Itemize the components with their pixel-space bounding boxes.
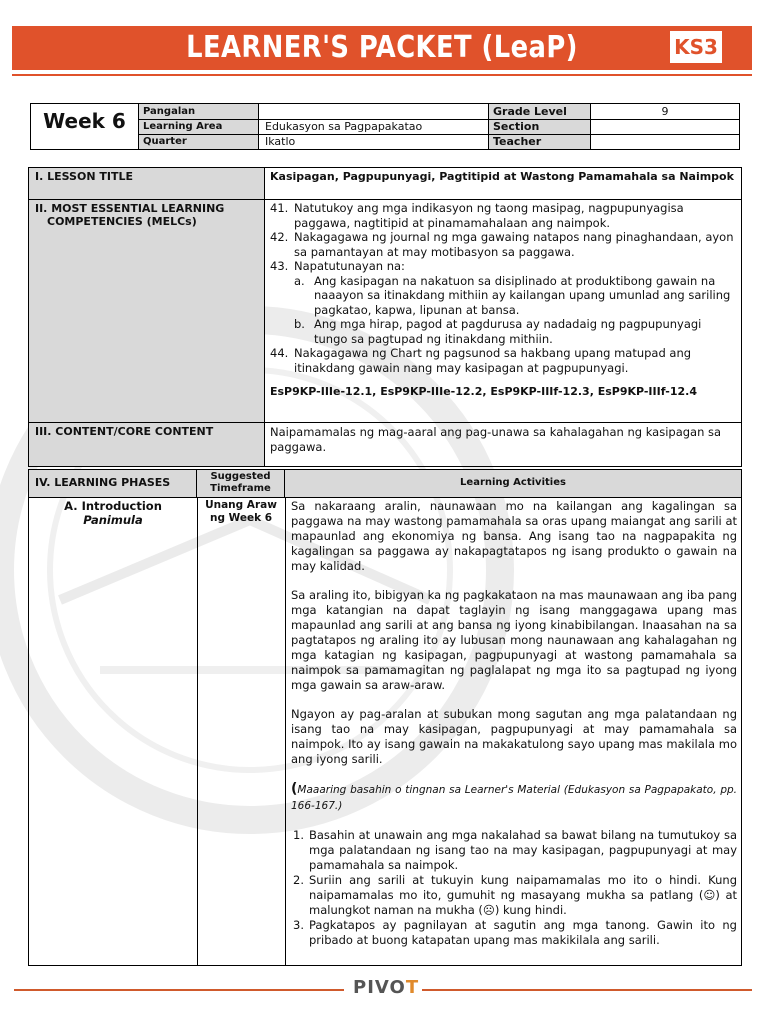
grade-level-label: Grade Level	[489, 104, 591, 119]
lesson-title-label: I. LESSON TITLE	[29, 168, 265, 199]
teacher-label: Teacher	[489, 134, 591, 149]
grade-level-value: 9	[661, 105, 669, 118]
list-item: 43. Napatutunayan na:	[270, 259, 405, 273]
activity-paragraph: Sa araling ito, bibigyan ka ng pagkakataon na mas maunawaan ang iba pang mga katangian na dapat taglayin ng isang manggagawa upang mas mapaunlad ang sarili at ang bansa ng iyong kinabibilangan. Inaasahan na sa pagtatapos ng araling ito ay lubusan mong naunawaan ang kahalagahan ng mga katagian ng kasipagan, pagpupunyagi at wastong pamamahala sa naimpok sa pamamagitan ng paglalapat ng mga ito sa pagtupad ng iyong mga gawain sa araw-araw.	[291, 588, 737, 692]
list-item: 3. Pagkatapos ay pagnilayan at sagutin ang mga tanong. Gawin ito ng pribado at buong katapatan upang mas makikilala ang sarili.	[293, 918, 737, 947]
melc-label-line2: COMPETENCIES (MELCs)	[47, 215, 197, 228]
melc-label-cell	[29, 200, 265, 422]
learning-area-label: Learning Area	[139, 119, 259, 134]
quarter-value: Ikatlo	[259, 134, 489, 149]
banner-underline	[12, 74, 752, 76]
reference-note: (Maaaring basahin o tingnan sa Learner's Material (Edukasyon sa Pagpapakato, pp. 166-167.)	[291, 781, 737, 812]
quarter-label: Quarter	[139, 134, 259, 149]
competency-codes: EsP9KP-IIIe-12.1, EsP9KP-IIIe-12.2, EsP9KP-IIIf-12.3, EsP9KP-IIIf-12.4	[270, 385, 698, 398]
phase-subtitle: Panimula	[83, 513, 143, 527]
lesson-table	[28, 167, 742, 467]
list-item: 1. Basahin at unawain ang mga nakalahad sa bawat bilang na tumutukoy sa mga palatandaan ng isang tao na may kasipagan, pagpupunyagi at may pamamahala sa naimpok.	[293, 828, 737, 872]
teacher-field[interactable]	[591, 134, 739, 149]
content-value: Naipamamalas ng mag-aaral ang pag-unawa sa kahalagahan ng kasipagan sa paggawa.	[270, 425, 722, 454]
row-divider	[139, 134, 739, 135]
phase-title: A. Introduction	[64, 499, 162, 513]
phase-introduction	[29, 499, 197, 527]
melc-label-line1: II. MOST ESSENTIAL LEARNING	[35, 202, 225, 215]
pivot-logo: PIVOT	[353, 977, 420, 998]
activities-column-header: Learning Activities	[285, 470, 741, 497]
phase-column-header: IV. LEARNING PHASES	[29, 470, 197, 497]
list-item: 2. Suriin ang sarili at tukuyin kung naipamamalas mo ito o hindi. Kung naipamamalas mo ito, gumuhit ng masayang mukha sa patlang (☺) at malungkot naman na mukha (☹) kung hindi.	[293, 873, 737, 917]
row-divider	[139, 119, 739, 120]
list-item: 44. Nakagagawa ng Chart ng pagsunod sa hakbang upang matupad ang itinakdang gawain nang may kasipagan at pagpupunyagi.	[270, 346, 692, 375]
name-field[interactable]	[259, 104, 489, 119]
learning-phases-table	[28, 469, 742, 966]
activity-paragraph: Ngayon ay pag-aralan at subukan mong sagutan ang mga palatandaan ng isang tao na may kasipagan, pagpupunyagi at may pamamahala sa naimpok. Ito ay isang gawain na makakatulong sayo upang mas makilala mo ang iyong sarili.	[291, 707, 737, 766]
header-divider	[29, 497, 741, 498]
lesson-title-value: Kasipagan, Pagpupunyagi, Pagtitipid at Wastong Pamamahala sa Naimpok	[270, 170, 734, 183]
footer-line-right	[422, 989, 752, 991]
section-field[interactable]	[591, 119, 739, 134]
timeframe-column-header: Suggested Timeframe	[197, 470, 285, 497]
name-label: Pangalan	[139, 104, 259, 119]
learning-area-value: Edukasyon sa Pagpapakatao	[259, 119, 489, 134]
ks3-badge: KS3	[670, 31, 722, 63]
list-subitem: a. Ang kasipagan na nakatuon sa disiplinado at produktibong gawain na naaayon sa itinakdang mithiin ay kailangan upang umunlad ang sariling pagkatao, kapwa, lipunan at bansa.	[294, 273, 731, 317]
list-item: 42. Nakagagawa ng journal ng mga gawaing natapos nang pinaghandaan, ayon sa pamantayan at may motibasyon sa paggawa.	[270, 230, 734, 259]
activity-paragraph: Sa nakaraang aralin, naunawaan mo na kailangan ang kagalingan sa paggawa na may wastong pamamahala sa oras upang maiangat ang sarili at mapaunlad ang ekonomiya ng bansa. Ang isang tao na nagpapakita ng kagalingan sa paggawa ay nakapagtatapos ng isang produkto o gawain na may kalidad.	[291, 499, 737, 573]
banner-title: LEARNER'S PACKET (LeaP)	[186, 30, 578, 65]
footer-line-left	[14, 989, 344, 991]
learning-activities	[291, 499, 737, 948]
header-banner	[12, 26, 752, 70]
instruction-steps	[291, 828, 737, 948]
section-label: Section	[489, 119, 591, 134]
column-divider	[285, 497, 286, 965]
list-item: 41. Natutukoy ang mga indikasyon ng taong masipag, nagpupunyagisa paggawa, nagtitipid at pinamamahalaan ang naimpok.	[270, 201, 684, 230]
column-divider	[197, 497, 198, 965]
week-label: Week 6	[31, 104, 139, 149]
student-info-table	[30, 103, 740, 150]
list-subitem: b. Ang mga hirap, pagod at pagdurusa ay nadadaig ng pagpupunyagi tungo sa pagtupad ng itinakdang mithiin.	[294, 317, 702, 346]
content-label: III. CONTENT/CORE CONTENT	[29, 423, 265, 466]
timeframe-value: Unang Araw ng Week 6	[205, 499, 277, 524]
melc-list	[265, 199, 741, 422]
